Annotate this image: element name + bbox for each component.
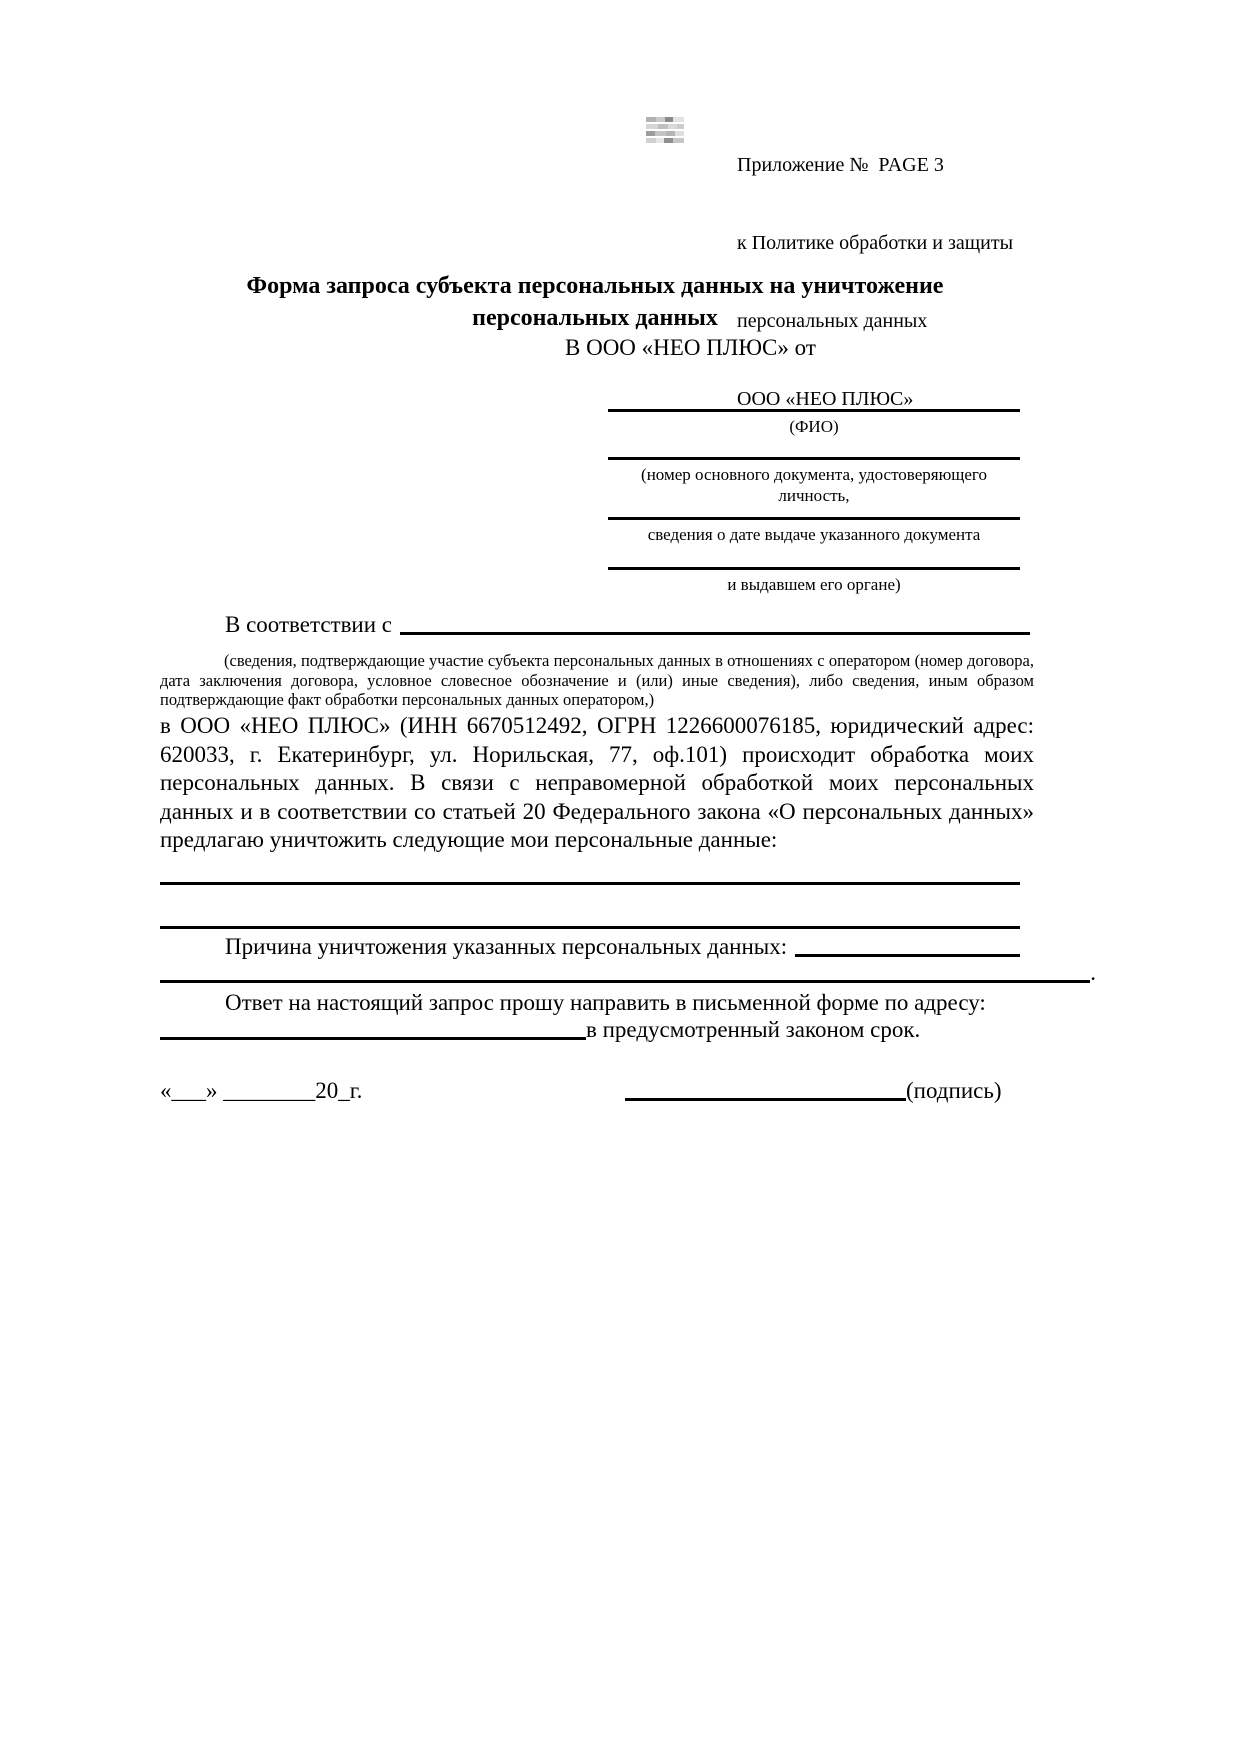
field-issuing-authority[interactable] [608, 567, 1020, 595]
address-blank-line[interactable] [160, 1030, 586, 1040]
accordance-blank-line[interactable] [400, 625, 1030, 635]
appendix-line: к Политике обработки и защиты [737, 232, 1014, 254]
blurred-text-artifact-icon [646, 116, 684, 143]
addressee-line: В ООО «НЕО ПЛЮС» от [565, 335, 816, 360]
field-document-number[interactable] [608, 457, 1020, 506]
signature-caption: (подпись) [906, 1078, 1002, 1103]
appendix-line: персональных данных [737, 310, 928, 332]
accordance-row [225, 611, 1030, 639]
reason-blank-line-2[interactable] [160, 973, 1090, 983]
signature-blank-line[interactable] [625, 1091, 906, 1101]
field-issuing-authority-caption: и выдавшем его органе) [727, 575, 901, 594]
reason-label: Причина уничтожения указанных персональных данных: [225, 934, 788, 959]
field-issue-date[interactable] [608, 517, 1020, 545]
date-line[interactable]: «___» ________20_г. [160, 1078, 363, 1103]
data-blank-line-1[interactable] [160, 882, 1020, 885]
appendix-line: ООО «НЕО ПЛЮС» [737, 388, 914, 410]
field-fio[interactable] [608, 409, 1020, 437]
field-issue-date-caption: сведения о дате выдаче указанного документа [647, 525, 981, 544]
accordance-prefix: В соответствии с [225, 612, 393, 637]
footnote-text: (сведения, подтверждающие участие субъекта персональных данных в отношениях с оператором (номер договора, дата заключения договора, условное словесное обозначение и (или) иные сведения), либо сведения, иным образом подтверждающие факт обработки персональных данных оператором,) [160, 651, 1034, 709]
page-title-line1: Форма запроса субъекта персональных данных на уничтожение [246, 273, 944, 299]
page-title [160, 270, 1030, 334]
appendix-line: Приложение № PAGE 3 [737, 154, 944, 176]
response-address-row [160, 1016, 1030, 1044]
page-title-line2: персональных данных [472, 305, 718, 331]
data-blank-line-2[interactable] [160, 926, 1020, 929]
reason-blank-line[interactable] [795, 947, 1020, 957]
reason-continuation-row [160, 959, 1096, 987]
field-fio-caption: (ФИО) [789, 417, 839, 436]
response-deadline-text: в предусмотренный законом срок. [586, 1017, 921, 1042]
reason-row [225, 933, 1020, 961]
body-paragraph: в ООО «НЕО ПЛЮС» (ИНН 6670512492, ОГРН 1226600076185, юридический адрес: 620033, г. Екатеринбург, ул. Норильская, 77, оф.101) происходит обработка моих персональных данных. В связи с неправомерной обработкой моих персональных данных и в соответствии со статьей 20 Федерального закона «О персональных данных» предлагаю уничтожить следующие мои персональные данные: [160, 713, 1034, 853]
signature-row [625, 1077, 1001, 1105]
response-request-line: Ответ на настоящий запрос прошу направить в письменной форме по адресу: [225, 990, 986, 1015]
field-document-number-caption: (номер основного документа, удостоверяющего личность, [641, 465, 987, 505]
period-mark: . [1090, 960, 1096, 985]
